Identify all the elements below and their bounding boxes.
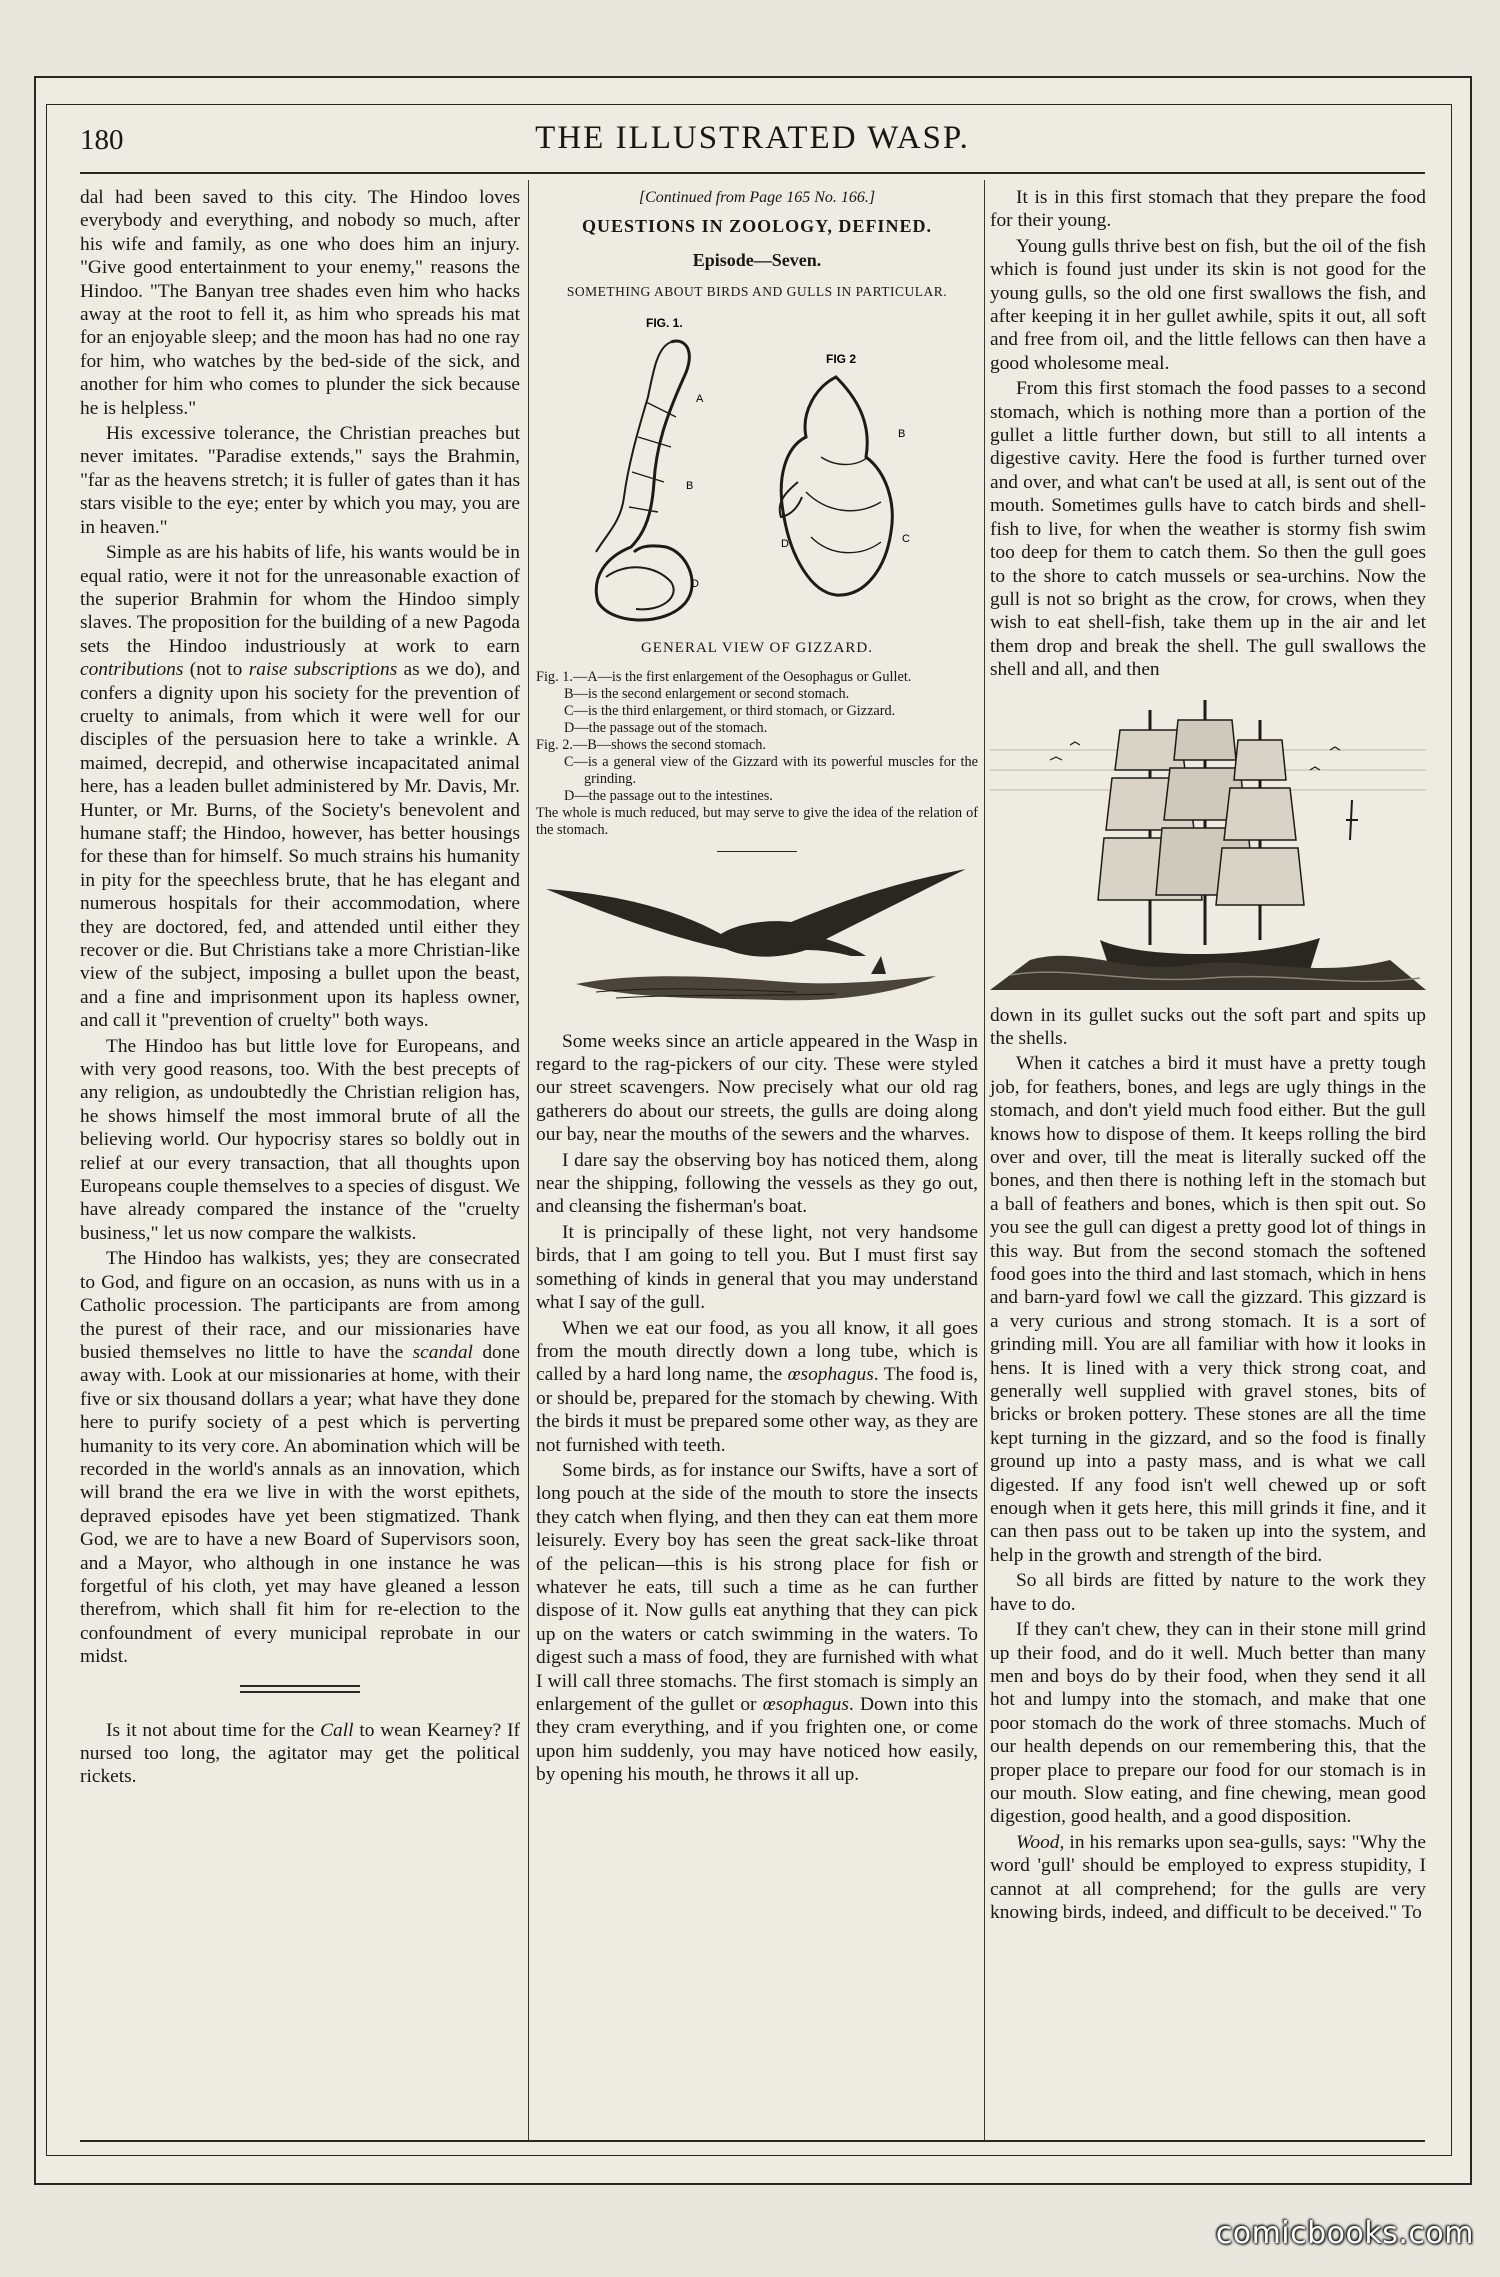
column-3 [990,186,1426,1926]
ship-illustration [990,690,1426,990]
legend-line: The whole is much reduced, but may serve to give the idea of the relation of the stomach. [536,804,978,838]
page-header [80,118,1425,166]
paragraph: Some weeks since an article appeared in the Wasp in regard to the rag-pickers of our city. These were styled our street scavengers. Now precisely what our old rag gatherers do about our streets, the gulls are doing along our bay, near the mouths of the sewers and the wharves. [536,1030,978,1146]
paragraph: From this first stomach the food passes to a second stomach, which is nothing more than a portion of the gullet a little further down, but still to all intents a digestive cavity. Here the food is further turned over and over, and what can't be used at all, is sent out of the mouth. Sometimes gulls have to catch birds and shell-fish to live, for when the weather is stormy fish swim too deep for them to catch them. So then the gull goes to the shore to catch mussels or sea-urchins. Now the gull is not so bright as the crow, for crows, when they wish to eat shell-fish, take them up in the air and let them drop and break the shell. The gull swallows the shell and all, and then [990,378,1426,681]
short-rule [717,851,797,852]
paragraph: I dare say the observing boy has noticed them, along near the shipping, following the vessels as they go out, and cleansing the fisherman's boat. [536,1149,978,1218]
legend-line: B—is the second enlargement or second stomach. [564,685,850,702]
paragraph: Some birds, as for instance our Swifts, have a sort of long pouch at the side of the mouth to store the insects they catch when flying, and then they can eat them more leisurely. Every boy has seen the great sack-like throat of the pelican—this is his strong place for fish or whatever he eats, till such a time as he can further dispose of it. Now gulls eat anything that they can pick up on the waters or catch swimming in the waters. To digest such a mass of food, they are furnished with what I will call three stomachs. The first stomach is simply an enlargement of the gullet or œsophagus. Down into this they cram everything, and if you frighten one, or come upon him suddenly, you may have noticed how easily, by opening his mouth, he throws it all up. [536,1459,978,1786]
figure-caption: GENERAL VIEW OF GIZZARD. [640,640,874,657]
gull-figure [536,864,978,1014]
legend-line: C—is the third enlargement, or third stomach, or Gizzard. [564,702,896,719]
paragraph: It is in this first stomach that they prepare the food for their young. [990,187,1426,232]
gizzard-illustration [536,307,978,627]
paragraph: If they can't chew, they can in their stone mill grind up their food, and do it well. Much better than many men and boys do by their food, when they send it all hot and lumpy into the stomach, and make that one poor stomach do the work of three stomachs. Much of our health depends on our remembering this, that the proper place to prepare our food for our stomach is in our mouth. Slow eating, and fine chewing, mean good digestion, good health, and a good disposition. [990,1619,1426,1828]
paragraph: His excessive tolerance, the Christian preaches but never imitates. "Paradise extends," says the Brahmin, "far as the heavens stretch; it is fuller of gates than it has stars visible to the eye; enter by which you may, you are in heaven." [80,423,520,538]
label-d: D [691,578,699,591]
legend-line: C—is a general view of the Gizzard with its powerful muscles for the grinding. [564,753,978,787]
label-b2: B [898,428,906,441]
gizzard-figure [536,307,978,627]
footer-rule [80,2140,1425,2142]
gull-illustration [536,864,978,1014]
legend-line: D—the passage out to the intestines. [564,787,773,804]
fig1-label: FIG. 1. [646,316,683,331]
paragraph: dal had been saved to this city. The Hindoo loves everybody and everything, and nobody so much, after his wife and family, as one who does him an injury. "Give good entertainment to your enemy," reasons the Hindoo. "The Banyan tree shades even him who hacks away at the root to fell it, as him who spreads his mat for an enjoyable sleep; and the moon has had no one ray for him, who watches by the bed-side of the sick, and another for him who comes to plunder the sick because he is helpless." [80,187,520,419]
paragraph: Young gulls thrive best on fish, but the oil of the fish which is found just under its skin is not good for the young gulls, so the old one first swallows the fish, and after keeping it in her gullet awhile, spits it out, all soft and free from oil, and the little fellows can then have a good wholesome meal. [990,235,1426,374]
column-divider-2 [984,180,985,2140]
article-subtitle: SOMETHING ABOUT BIRDS AND GULLS IN PARTICULAR. [566,284,948,300]
column-divider-1 [528,180,529,2140]
legend-line: Fig. 2.—B—shows the second stomach. [536,736,766,753]
label-c2: C [902,533,910,546]
header-rule [80,172,1425,174]
paragraph: It is principally of these light, not very handsome birds, that I am going to tell you. But I must first say something of kinds in general that you may understand what I say of the gull. [536,1221,978,1314]
masthead: THE ILLUSTRATED WASP. [535,120,970,156]
section-divider [240,1685,360,1693]
legend-line: D—the passage out of the stomach. [564,719,768,736]
label-d2: D [781,538,789,551]
paragraph: So all birds are fitted by nature to the work they have to do. [990,1570,1426,1615]
paragraph: down in its gullet sucks out the soft part and spits up the shells. [990,1004,1426,1049]
episode-heading: Episode—Seven. [692,249,822,270]
column-2 [536,186,978,1789]
figure-legend [536,669,978,839]
paragraph: Wood, in his remarks upon sea-gulls, says: "Why the word 'gull' should be employed to express stupidity, I cannot at all comprehend; for the gulls are very knowing birds, indeed, and difficult to be deceived." To [990,1831,1426,1923]
ship-figure [990,690,1426,990]
label-a: A [696,393,704,406]
continued-note: [Continued from Page 165 No. 166.] [638,189,876,206]
fig2-label: FIG 2 [826,352,857,367]
paragraph: Simple as are his habits of life, his wants would be in equal ratio, were it not for the unreasonable exaction of the superior Brahmin for whom the Hindoo simply slaves. The proposition for the building of a new Pagoda sets the Hindoo industriously at work to earn contributions (not to raise subscriptions as we do), and confers a dignity upon his society for the prevention of cruelty to animals, from which it were well for our disciples of the persuasion here to take a wrinkle. A maimed, decrepid, and otherwise incapacitated animal here, has a leaden bullet administered by Mr. Davis, Mr. Hunter, or Mr. Burns, of the Society's benevolent and humane staff; the Hindoo, however, has better housings for these than for himself. So much strains his humanity in pity for the speechless brute, that he has elegant and numerous hospitals for their accommodation, where they are doctored, fed, and attended until either they recover or die. But Christians take a more Christian-like view of the subject, imposing a bullet upon the beast, and a fine and imprisonment upon its hapless owner, and call it "prevention of cruelty" both ways. [80,542,520,1032]
legend-line: Fig. 1.—A—is the first enlargement of the Oesophagus or Gullet. [536,668,912,685]
paragraph: The Hindoo has walkists, yes; they are consecrated to God, and figure on an occasion, as nuns with us in a Catholic procession. The participants are from among the purest of their race, and our missionaries have busied themselves no little to have the scandal done away with. Look at our missionaries at home, with their five or six thousand dollars a year; what have they done here to purify society of a pest which is perverting humanity to its very core. An abomination which will be recorded in the world's annals as an innovation, which will brand the era we live in with the worst epithets, depraved episodes have yet been stigmatized. Thank God, we are to have a new Board of Supervisors soon, and a Mayor, who although in one instance he was forgetful of his cloth, yet may have gleaned a lesson therefrom, which shall fit him for re-election to the confoundment of every municipal reprobate in our midst. [80,1248,521,1668]
paragraph: The Hindoo has but little love for Europeans, and with very good reasons, too. With the best precepts of any religion, as undoubtedly the Christian religion has, he shows himself the most immoral brute of all the believing world. Our hypocrisy stares so boldly out in relief at our every transaction, that all thoughts upon Europeans couple themselves to a species of disgust. We have already compared the instance of the "cruelty business," let us now compare the walkists. [80,1035,520,1244]
watermark: comicbooks.com [1215,2216,1474,2251]
column-1 [80,186,520,1791]
label-b: B [686,480,694,493]
article-title: QUESTIONS IN ZOOLOGY, DEFINED. [582,216,932,237]
paragraph: Is it not about time for the Call to wean Kearney? If nursed too long, the agitator may get the political rickets. [80,1719,520,1788]
page-number: 180 [80,124,124,156]
paragraph: When we eat our food, as you all know, it all goes from the mouth directly down a long tube, which is called by a hard long name, the œsophagus. The food is, or should be, prepared for the stomach by chewing. With the birds it must be prepared some other way, as they are not furnished with teeth. [536,1317,978,1456]
paragraph: When it catches a bird it must have a pretty tough job, for feathers, bones, and legs are ugly things in the stomach, and don't yield much food either. But the gull knows how to dispose of them. It keeps rolling the bird over and over, till the meat is literally sucked off the bones, and then there is nothing left in the stomach but a ball of feathers and bones, which is then spit out. So you see the gull can digest a pretty good lot of things in this way. But from the second stomach the softened food goes into the third and last stomach, which in hens and barn-yard fowl we call the gizzard. This gizzard is a very curious and strong stomach. It is a sort of grinding mill. You are all familiar with how it looks in hens. It is lined with a very thick strong coat, and generally well supplied with gravel stones, bits of bricks or broken pottery. These stones are all the time kept turning in the gizzard, and so the food is finally ground up into a pasty mass, and is what we call digested. If any food isn't well chewed up or soft enough when it gets here, this mill grinds it fine, and it can then pass out to be taken up into the system, and help in the growth and strength of the bird. [990,1053,1426,1566]
